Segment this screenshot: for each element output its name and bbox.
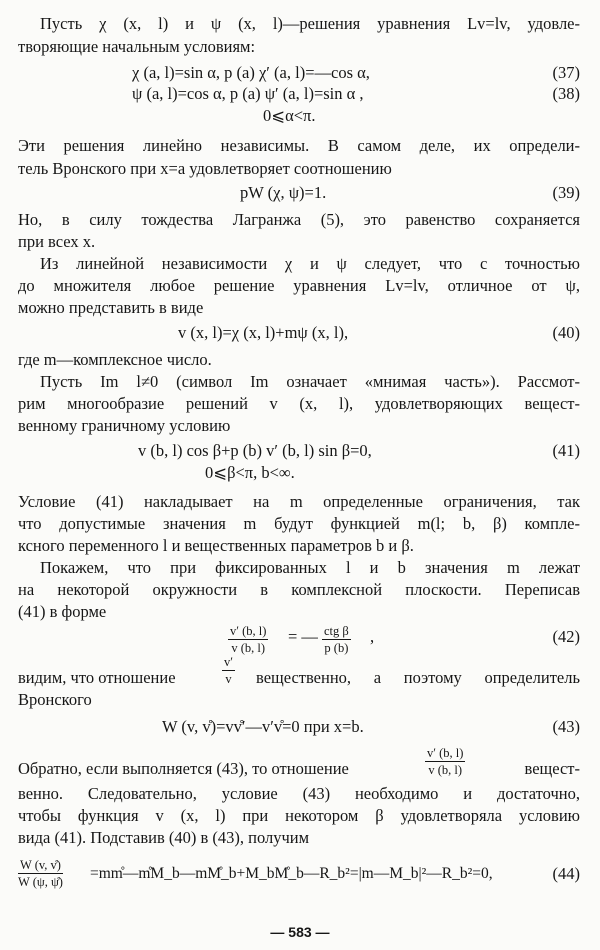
equation-43: W (v, v̊)=vv̊′—v′v̊=0 при x=b. — [162, 717, 364, 736]
equation-42-comma: , — [370, 627, 375, 646]
fraction-numerator: v′ (b, l) — [230, 624, 267, 638]
fraction-denominator: v (b, l) — [428, 763, 463, 777]
text-line: где m—комплексное число. — [18, 350, 212, 369]
text-line: до множителя любое решение уравнения Lv=lv, отличное от ψ, — [18, 276, 580, 295]
fraction-denominator: v (b, l) — [231, 641, 266, 655]
text-line: Эти решения линейно независимы. В самом деле, их определи- — [18, 136, 580, 155]
text-line: при всех x. — [18, 232, 96, 251]
equation-42-sign: = — — [288, 627, 318, 646]
fraction-numerator: W (v, v̊) — [20, 858, 61, 872]
text-line: вещественно, а поэтому определитель — [256, 668, 580, 687]
equation-41-condition: 0⩽β<π, b<∞. — [205, 463, 295, 482]
text-line: Пусть χ (x, l) и ψ (x, l)—решения уравнения Lv=lv, удовле- — [40, 14, 580, 33]
text-line: Пусть Im l≠0 (символ Im означает «мнимая часть»). Рассмот- — [40, 372, 580, 391]
fraction-denominator: v — [225, 672, 232, 686]
fraction-inline — [222, 655, 235, 686]
text-line: чтобы функция v (x, l) при некотором β удовлетворяла условию — [18, 806, 580, 825]
fraction-44 — [18, 858, 63, 889]
text-line: вида (41). Подставив (40) в (43), получим — [18, 828, 310, 847]
equation-41: v (b, l) cos β+p (b) v′ (b, l) sin β=0, — [138, 441, 372, 460]
page-number: — 583 — — [270, 924, 330, 940]
equation-number: (40) — [552, 323, 580, 342]
equation-37: χ (a, l)=sin α, p (a) χ′ (a, l)=—cos α, — [132, 63, 370, 82]
text-line: можно представить в виде — [18, 298, 204, 317]
equation-44: =mm̊—m̊M_b—mM̊_b+M_bM̊_b—R_b²=|m—M_b|²—R_b²=0, — [90, 865, 493, 882]
equation-38-condition: 0⩽α<π. — [263, 106, 316, 125]
equation-number: (42) — [552, 627, 580, 646]
fraction-numerator: ctg β — [324, 624, 349, 638]
text-line: Но, в силу тождества Лагранжа (5), это равенство сохраняется — [18, 210, 580, 229]
text-line: венно. Следовательно, условие (43) необходимо и достаточно, — [18, 784, 580, 803]
text-line: Вронского — [18, 690, 92, 709]
text-line: видим, что отношение — [18, 668, 176, 687]
equation-number: (37) — [552, 63, 580, 82]
text-line: ксного переменного l и вещественных параметров b и β. — [18, 536, 414, 555]
fraction-42-left — [228, 624, 268, 655]
text-line: вещест- — [524, 759, 580, 778]
text-line: Обратно, если выполняется (43), то отношение — [18, 759, 349, 778]
equation-40: v (x, l)=χ (x, l)+mψ (x, l), — [178, 323, 349, 342]
equation-number: (43) — [552, 717, 580, 736]
equation-number: (41) — [552, 441, 580, 460]
text-line: Из линейной независимости χ и ψ следует, что с точностью — [40, 254, 580, 273]
fraction-numerator: v′ — [224, 655, 233, 669]
text-line: тель Вронского при x=a удовлетворяет соотношению — [18, 159, 392, 178]
text-line: (41) в форме — [18, 602, 107, 621]
text-line: Покажем, что при фиксированных l и b значения m лежат — [40, 558, 580, 577]
equation-38: ψ (a, l)=cos α, p (a) ψ′ (a, l)=sin α , — [132, 84, 364, 103]
text-line: на некоторой окружности в комплексной плоскости. Переписав — [18, 580, 580, 599]
fraction-denominator: W (ψ, ψ̊) — [18, 875, 63, 889]
equation-39: pW (χ, ψ)=1. — [240, 183, 327, 202]
text-line: венному граничному условию — [18, 416, 231, 435]
fraction-numerator: v′ (b, l) — [427, 746, 464, 760]
equation-number: (38) — [552, 84, 580, 103]
text-line: рим многообразие решений v (x, l), удовлетворяющих вещест- — [18, 394, 580, 413]
text-line: что допустимые значения m будут функцией m(l; b, β) компле- — [18, 514, 580, 533]
equation-number: (39) — [552, 183, 580, 202]
text-line: Условие (41) накладывает на m определенные ограничения, так — [18, 492, 580, 511]
fraction-inline-2 — [425, 746, 465, 777]
equation-number: (44) — [552, 864, 580, 883]
fraction-denominator: p (b) — [324, 641, 349, 655]
fraction-42-right — [322, 624, 351, 655]
text-line: творяющие начальным условиям: — [18, 37, 256, 56]
